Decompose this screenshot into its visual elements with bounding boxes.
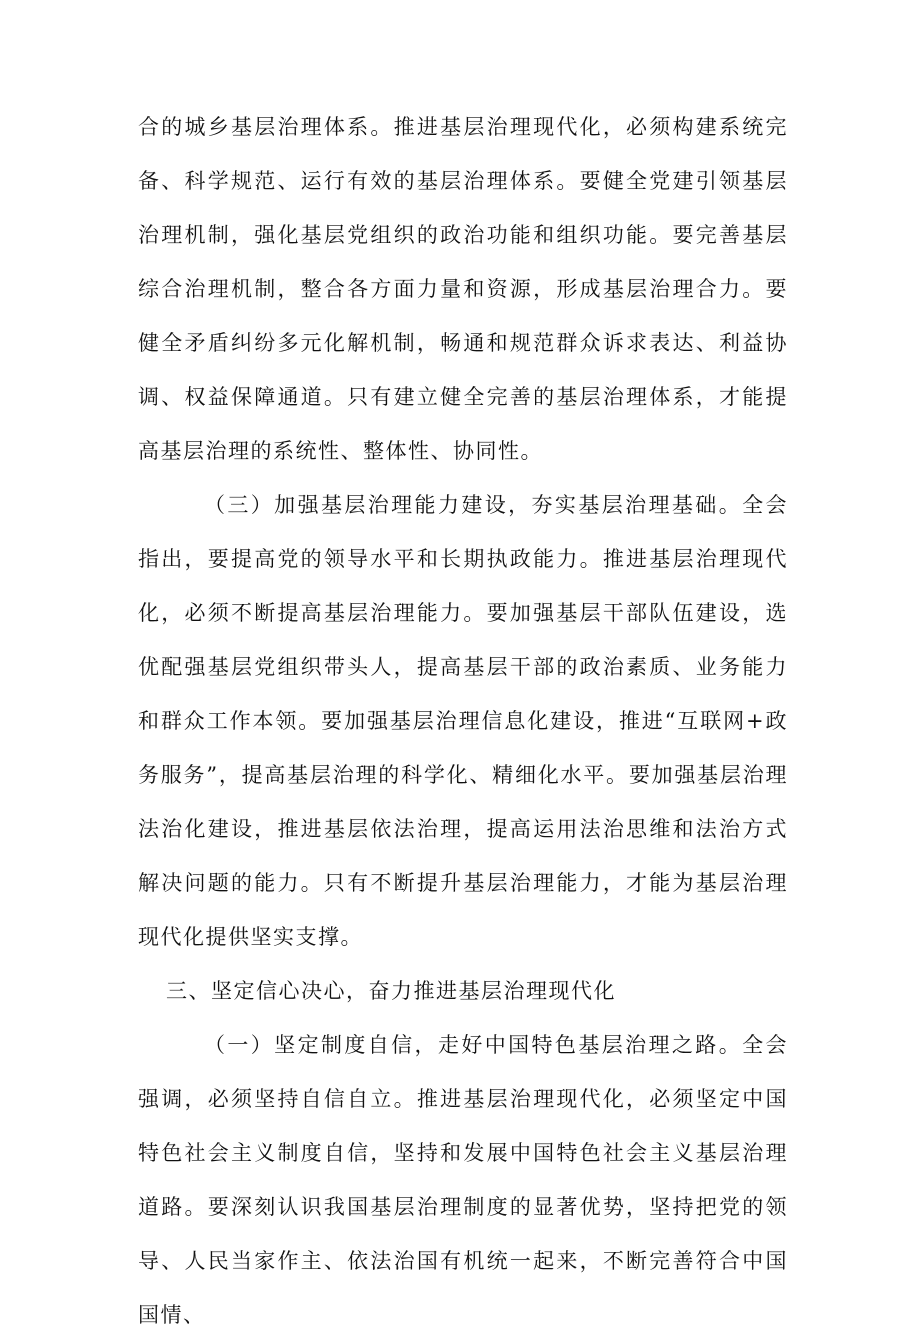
section-heading-three: 三、坚定信心决心，奋力推进基层治理现代化 [166,979,616,1003]
document-body [138,100,788,1342]
paragraph-institutional-confidence: （一）坚定制度自信，走好中国特色基层治理之路。全会强调，必须坚持自信自立。推进基层治理现代化，必须坚定中国特色社会主义制度自信，坚持和发展中国特色社会主义基层治理道路。要深刻认识我国基层治理制度的显著优势，坚持把党的领导、人民当家作主、依法治国有机统一起来，不断完善符合中国国情、 [138,1033,788,1327]
paragraph-section-three-capacity: （三）加强基层治理能力建设，夯实基层治理基础。全会指出，要提高党的领导水平和长期执政能力。推进基层治理现代化，必须不断提高基层治理能力。要加强基层干部队伍建设，选优配强基层党组织带头人，提高基层干部的政治素质、业务能力和群众工作本领。要加强基层治理信息化建设，推进“互联网+政务服务”，提高基层治理的科学化、精细化水平。要加强基层治理法治化建设，推进基层依法治理，提高运用法治思维和法治方式解决问题的能力。只有不断提升基层治理能力，才能为基层治理现代化提供坚实支撑。 [138,493,788,949]
paragraph-continued: 合的城乡基层治理体系。推进基层治理现代化，必须构建系统完备、科学规范、运行有效的基层治理体系。要健全党建引领基层治理机制，强化基层党组织的政治功能和组织功能。要完善基层综合治理机制，整合各方面力量和资源，形成基层治理合力。要健全矛盾纠纷多元化解机制，畅通和规范群众诉求表达、利益协调、权益保障通道。只有建立健全完善的基层治理体系，才能提高基层治理的系统性、整体性、协同性。 [138,115,788,463]
